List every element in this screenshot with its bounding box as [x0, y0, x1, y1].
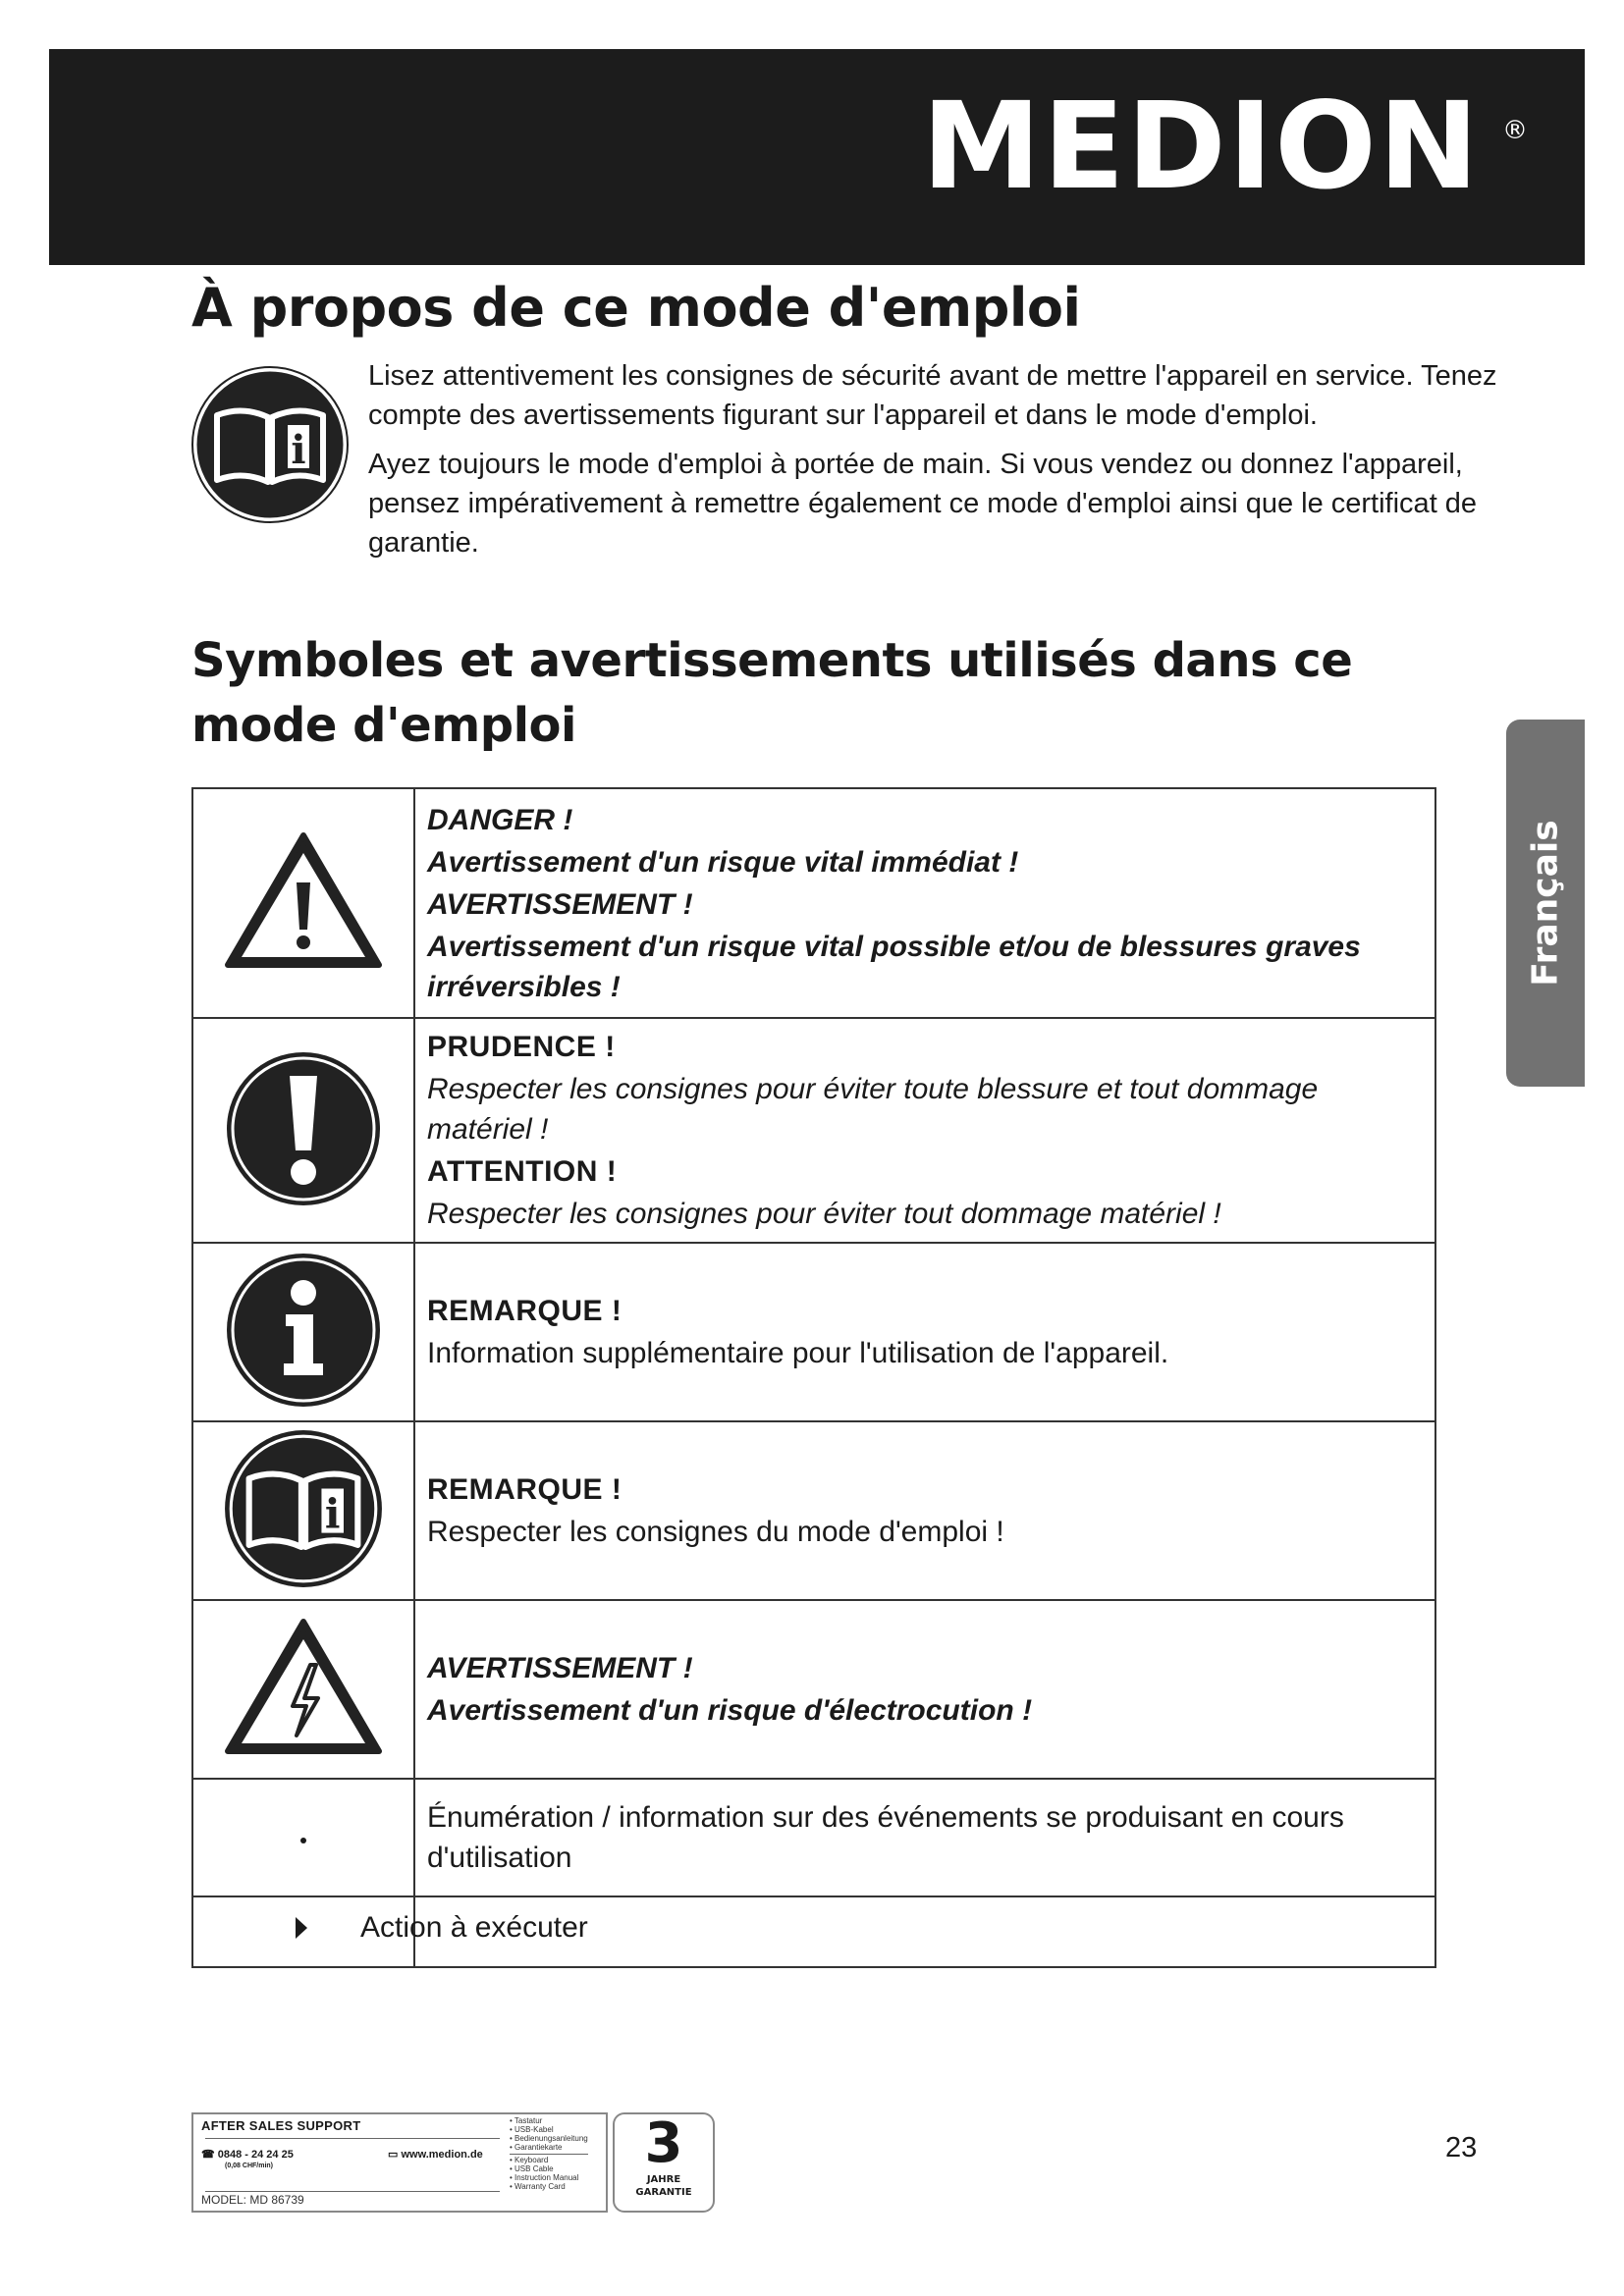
guarantee-text-1: JAHRE [646, 2174, 681, 2185]
section-title-about: À propos de ce mode d'emploi [191, 277, 1081, 339]
electric-shock-triangle-icon [220, 1614, 387, 1761]
intro-paragraph-2: Ayez toujours le mode d'emploi à portée de main. Si vous vendez ou donnez l'appareil, pensez impérativement à remettre également ce mode d'emploi ainsi que le certificat de garantie. [368, 449, 1478, 559]
attention-description: Respecter les consignes pour éviter tout dommage matériel ! [427, 1198, 1221, 1230]
caution-description: Respecter les consignes pour éviter toute blessure et tout dommage matériel ! [427, 1073, 1319, 1146]
svg-text:i: i [324, 1490, 341, 1538]
section-title-symbols: Symboles et avertissements utilisés dans ce mode d'emploi [191, 633, 1353, 753]
warning-description: Avertissement d'un risque vital possible et/ou de blessures graves irréversibles ! [427, 930, 1361, 1003]
support-rate: (0,08 CHF/min) [225, 2163, 274, 2169]
danger-label: DANGER ! [427, 803, 573, 836]
table-row [192, 788, 1435, 1018]
support-title: AFTER SALES SUPPORT [201, 2118, 361, 2133]
caution-label: PRUDENCE ! [427, 1031, 616, 1063]
model-number: MODEL: MD 86739 [201, 2193, 304, 2207]
warning-triangle-icon [220, 828, 387, 975]
exclamation-circle-icon [223, 1048, 384, 1209]
brand-logo: MEDION [921, 77, 1481, 216]
table-row [192, 1243, 1435, 1421]
table-row [192, 1779, 1435, 1896]
support-phone: ☎ 0848 - 24 24 25 [201, 2149, 294, 2161]
danger-description: Avertissement d'un risque vital immédiat ! [427, 845, 1019, 879]
intro-text [368, 356, 1497, 572]
warning-label: AVERTISSEMENT ! [427, 887, 693, 921]
action-description: Action à exécuter [360, 1911, 588, 1944]
table-row [192, 1600, 1435, 1779]
action-arrow-icon [296, 1917, 307, 1939]
manual-info-icon [223, 1428, 384, 1589]
after-sales-support-box [191, 2112, 608, 2213]
note-manual-description: Respecter les consignes du mode d'emploi ! [427, 1516, 1004, 1548]
symbols-table [191, 787, 1436, 1968]
table-row [192, 1018, 1435, 1243]
note-manual-label: REMARQUE ! [427, 1473, 623, 1506]
page-number: 23 [1445, 2132, 1478, 2163]
registered-mark: ® [1502, 116, 1528, 145]
language-tab-label: Français [1525, 820, 1566, 987]
table-row [192, 1421, 1435, 1600]
note-description: Information supplémentaire pour l'utilisation de l'appareil. [427, 1337, 1169, 1369]
attention-label: ATTENTION ! [427, 1155, 618, 1188]
guarantee-badge [613, 2112, 715, 2213]
svg-text:i: i [291, 427, 306, 473]
info-circle-icon [223, 1250, 384, 1411]
shock-warning-label: AVERTISSEMENT ! [427, 1652, 693, 1684]
manual-info-icon [191, 366, 349, 523]
language-tab[interactable] [1506, 720, 1585, 1087]
package-contents: • Tastatur • USB-Kabel • Bedienungsanleitung • Garantiekarte • Keyboard • USB Cable • Instruction Manual • Warranty Card [510, 2116, 588, 2191]
shock-warning-description: Avertissement d'un risque d'électrocution ! [427, 1694, 1033, 1727]
bullet-dot-icon [300, 1838, 306, 1843]
intro-paragraph-1: Lisez attentivement les consignes de sécurité avant de mettre l'appareil en service. Tenez compte des avertissements figurant sur l'appareil et dans le mode d'emploi. [368, 360, 1497, 431]
note-label: REMARQUE ! [427, 1295, 623, 1327]
support-website: ▭ www.medion.de [388, 2149, 483, 2161]
guarantee-text-2: GARANTIE [635, 2187, 692, 2198]
enumeration-description: Énumération / information sur des événements se produisant en cours d'utilisation [427, 1801, 1344, 1874]
guarantee-years: 3 [644, 2111, 683, 2175]
table-row [192, 1896, 1435, 1967]
